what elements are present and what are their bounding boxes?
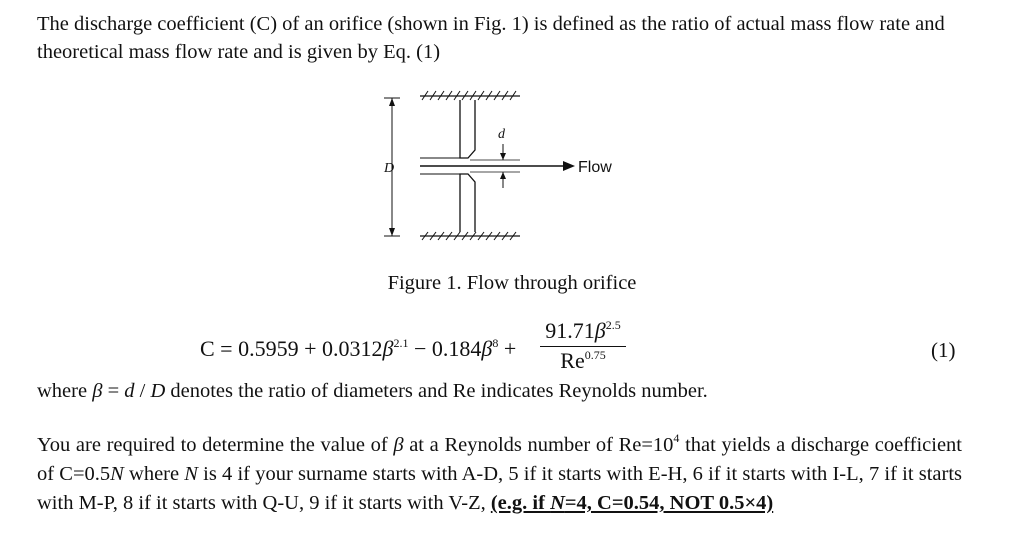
label-big-d: D	[384, 161, 395, 176]
equation-number: (1)	[931, 338, 956, 362]
figure-caption: Figure 1. Flow through orifice	[387, 272, 637, 294]
equation-lhs: $C = 0.5959 + 0.0312\beta^{2.1} - 0.184\beta^8$ +	[200, 336, 517, 361]
flow-arrowhead	[563, 161, 575, 171]
upper-orifice-plate	[460, 100, 475, 158]
task-paragraph: You are required to determine the value of β at a Reynolds number of $Re=10^4$ that yields a discharge coefficient of C=0.5N where N is 4 if your surname starts with A-D, 5 if it starts with E-H, 6 if it starts with I-L, 7 if it starts with M-P, 8 if it starts with Q-U, 9 if it starts with V-Z, (e.g. if N=4, C=0.54, NOT 0.5×4)	[37, 431, 963, 514]
example-note: (e.g. if N=4, C=0.54, NOT 0.5×4)	[490, 492, 774, 514]
equation-fraction: $91.71\beta^{2.5}$ $Re^{0.75}$	[540, 318, 626, 373]
where-sentence: where β = d / D denotes the ratio of diameters and Re indicates Reynolds number.	[37, 380, 708, 402]
arrowhead-up	[389, 98, 395, 106]
lower-orifice-plate	[460, 174, 475, 232]
arrowhead-down	[389, 228, 395, 236]
intro-paragraph: The discharge coefficient (C) of an orifice (shown in Fig. 1) is defined as the ratio of actual mass flow rate and theoretical mass flow rate and is given by Eq. (1)	[37, 13, 945, 63]
label-small-d: d	[498, 127, 505, 142]
orifice-figure	[370, 86, 630, 246]
label-flow: Flow	[578, 159, 612, 176]
